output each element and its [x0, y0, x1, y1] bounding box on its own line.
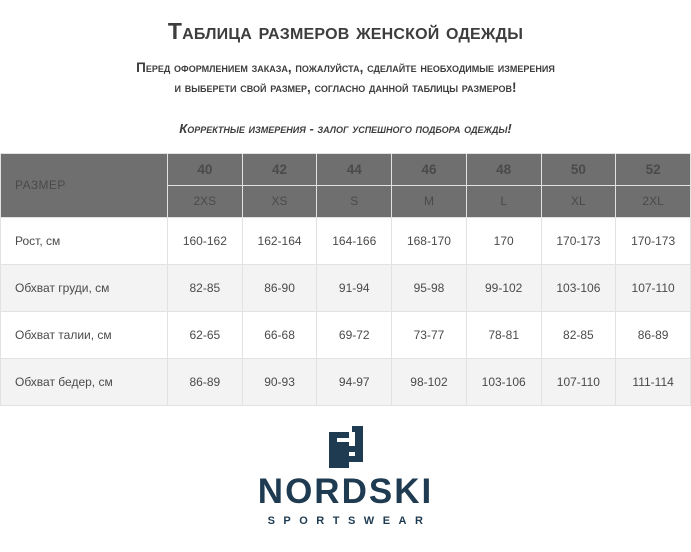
header-size-44: 44	[317, 153, 392, 185]
intro-line-2: и выберети свой размер, согласно данной таблицы размеров!	[174, 80, 517, 96]
row-label-chest: Обхват груди, см	[1, 264, 168, 311]
cell-waist-44: 69-72	[317, 311, 392, 358]
cell-hips-46: 98-102	[392, 358, 467, 405]
nordski-mark-icon	[319, 424, 373, 470]
table-row	[1, 311, 691, 358]
cell-waist-46: 73-77	[392, 311, 467, 358]
page-title: Таблица размеров женской одежды	[167, 18, 524, 44]
brand-tagline: SPORTSWEAR	[267, 514, 432, 527]
cell-chest-42: 86-90	[242, 264, 317, 311]
cell-waist-42: 66-68	[242, 311, 317, 358]
header-size-40: 40	[168, 153, 243, 185]
cell-waist-52: 86-89	[616, 311, 691, 358]
row-label-height: Рост, см	[1, 217, 168, 264]
cell-height-52: 170-173	[616, 217, 691, 264]
cell-chest-50: 103-106	[541, 264, 616, 311]
cell-hips-40: 86-89	[168, 358, 243, 405]
table-row	[1, 358, 691, 405]
cell-chest-52: 107-110	[616, 264, 691, 311]
cell-hips-42: 90-93	[242, 358, 317, 405]
header-size-52: 52	[616, 153, 691, 185]
cell-hips-52: 111-114	[616, 358, 691, 405]
header-size-48: 48	[466, 153, 541, 185]
header-letter-l: L	[466, 185, 541, 217]
cell-hips-44: 94-97	[317, 358, 392, 405]
header-letter-xs: XS	[242, 185, 317, 217]
size-table	[0, 153, 691, 406]
cell-chest-46: 95-98	[392, 264, 467, 311]
cell-chest-48: 99-102	[466, 264, 541, 311]
brand-logo	[0, 424, 691, 527]
cell-height-50: 170-173	[541, 217, 616, 264]
header-letter-2xs: 2XS	[168, 185, 243, 217]
intro-line-1: Перед оформлением заказа, пожалуйста, сделайте необходимые измерения	[136, 60, 555, 75]
cell-waist-40: 62-65	[168, 311, 243, 358]
table-row	[1, 217, 691, 264]
header-letter-2xl: 2XL	[616, 185, 691, 217]
cell-height-42: 162-164	[242, 217, 317, 264]
table-header-numeric-row	[1, 153, 691, 185]
header-size-42: 42	[242, 153, 317, 185]
brand-name: NORDSKI	[257, 471, 434, 511]
table-corner-header: РАЗМЕР	[1, 153, 168, 217]
size-chart-page	[0, 18, 691, 552]
cell-hips-48: 103-106	[466, 358, 541, 405]
header-size-46: 46	[392, 153, 467, 185]
cell-height-46: 168-170	[392, 217, 467, 264]
cell-height-48: 170	[466, 217, 541, 264]
table-row	[1, 264, 691, 311]
cell-waist-50: 82-85	[541, 311, 616, 358]
header-letter-xl: XL	[541, 185, 616, 217]
intro-text	[28, 58, 663, 99]
cell-waist-48: 78-81	[466, 311, 541, 358]
cell-height-40: 160-162	[168, 217, 243, 264]
measurement-note: Корректные измерения - залог успешного подбора одежды!	[179, 120, 512, 136]
row-label-hips: Обхват бедер, см	[1, 358, 168, 405]
row-label-waist: Обхват талии, см	[1, 311, 168, 358]
cell-height-44: 164-166	[317, 217, 392, 264]
header-size-50: 50	[541, 153, 616, 185]
cell-chest-44: 91-94	[317, 264, 392, 311]
cell-hips-50: 107-110	[541, 358, 616, 405]
header-letter-s: S	[317, 185, 392, 217]
header-letter-m: M	[392, 185, 467, 217]
cell-chest-40: 82-85	[168, 264, 243, 311]
